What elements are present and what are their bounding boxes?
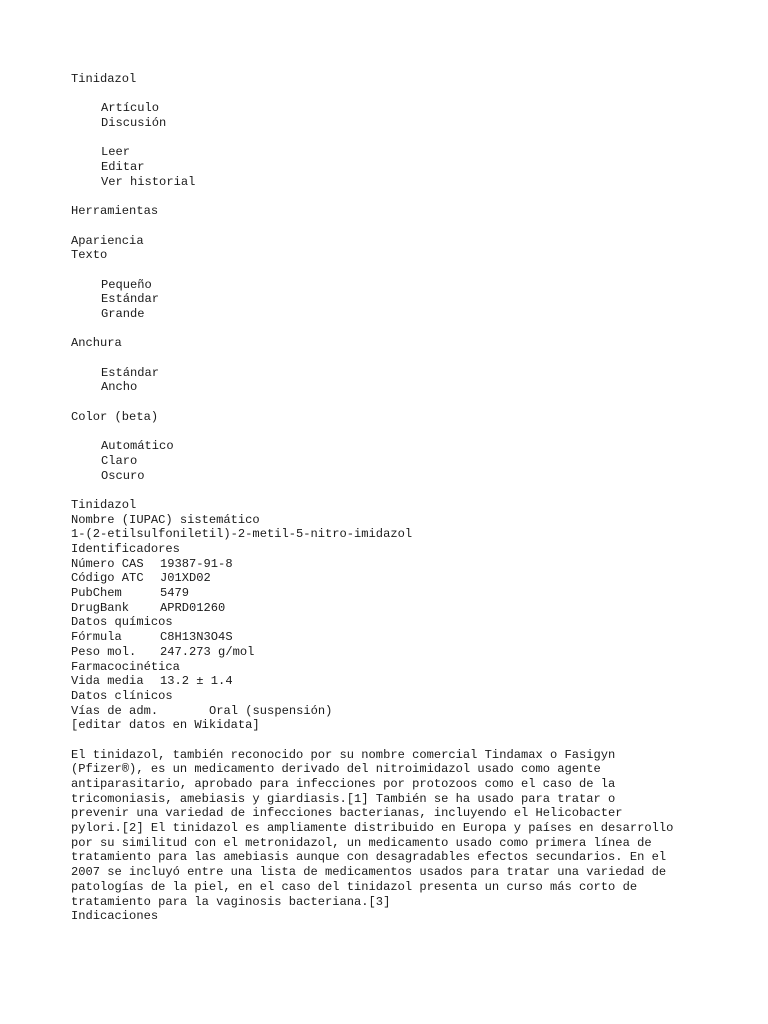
paragraph-line: antiparasitario, aprobado para infecciones por protozoos como el caso de la	[71, 777, 616, 791]
chemical-data-heading: Datos químicos	[71, 615, 173, 630]
pubchem-label: PubChem	[71, 586, 122, 601]
spacer	[71, 733, 711, 748]
paragraph-line: (Pfizer®), es un medicamento derivado del nitroimidazol usado como agente	[71, 762, 601, 777]
molar-mass-label: Peso mol.	[71, 644, 137, 659]
atc-row	[71, 571, 711, 586]
paragraph-line: tratamiento para la vaginosis bacteriana.[3]	[71, 894, 391, 909]
spacer	[71, 87, 711, 102]
article-page	[71, 72, 711, 924]
width-wide-option[interactable]: Ancho	[101, 380, 138, 395]
atc-value[interactable]: J01XD02	[160, 571, 211, 586]
infobox	[71, 498, 711, 733]
paragraph-line: tratamiento para las amebiasis aunque con desagradables efectos secundarios. En el	[71, 850, 667, 865]
formula-row	[71, 630, 711, 645]
iupac-value: 1-(2-etilsulfoniletil)-2-metil-5-nitro-imidazol	[71, 527, 413, 542]
spacer	[71, 395, 711, 410]
half-life-row	[71, 674, 711, 689]
drugbank-value[interactable]: APRD01260	[160, 600, 226, 615]
infobox-title: Tinidazol	[71, 497, 137, 512]
color-heading: Color (beta)	[71, 409, 159, 424]
tab-edit[interactable]: Editar	[101, 160, 145, 175]
molar-mass-value: 247.273 g/mol	[160, 644, 255, 659]
route-value: Oral (suspensión)	[209, 703, 333, 718]
paragraph-line: tricomoniasis, amebiasis y giardiasis.[1] También se ha usado para tratar o	[71, 791, 616, 806]
iupac-label: Nombre (IUPAC) sistemático	[71, 512, 260, 527]
paragraph-line: patologías de la piel, en el caso del tinidazol presenta un curso más corto de	[71, 879, 638, 894]
color-dark-option[interactable]: Oscuro	[101, 468, 145, 483]
spacer	[71, 483, 711, 498]
width-heading: Anchura	[71, 336, 122, 351]
pubchem-row	[71, 586, 711, 601]
tab-discussion[interactable]: Discusión	[101, 116, 167, 131]
spacer	[71, 351, 711, 366]
text-size-large-option[interactable]: Grande	[101, 307, 145, 321]
pubchem-value[interactable]: 5479	[160, 586, 190, 601]
text-size-standard-option[interactable]: Estándar	[101, 292, 160, 307]
intro-paragraph	[71, 748, 711, 910]
text-size-small-option[interactable]: Pequeño	[101, 277, 152, 292]
paragraph-line: por su similitud con el metronidazol, un medicamento usado como primera línea de	[71, 835, 652, 850]
cas-label: Número CAS	[71, 556, 144, 571]
molar-mass-row	[71, 645, 711, 660]
spacer	[71, 263, 711, 278]
half-life-label: Vida media	[71, 674, 144, 689]
atc-label: Código ATC	[71, 571, 144, 586]
spacer	[71, 322, 711, 337]
cas-row	[71, 557, 711, 572]
route-label: Vías de adm.	[71, 703, 159, 718]
paragraph-line: prevenir una variedad de infecciones bacterianas, incluyendo el Helicobacter	[71, 806, 623, 821]
drugbank-row	[71, 601, 711, 616]
cas-value[interactable]: 19387-91-8	[160, 556, 233, 571]
spacer	[71, 190, 711, 205]
section-heading-indications: Indicaciones	[71, 909, 159, 924]
paragraph-line: El tinidazol, también reconocido por su nombre comercial Tindamax o Fasigyn	[71, 747, 616, 762]
appearance-heading: Apariencia	[71, 233, 144, 248]
drugbank-label: DrugBank	[71, 600, 130, 615]
text-size-heading: Texto	[71, 248, 108, 263]
spacer	[71, 131, 711, 146]
half-life-value: 13.2 ± 1.4	[160, 674, 233, 689]
tools-menu[interactable]: Herramientas	[71, 204, 159, 219]
tab-view-history[interactable]: Ver historial	[101, 174, 196, 189]
pharmacokinetics-heading: Farmacocinética	[71, 659, 180, 674]
spacer	[71, 425, 711, 440]
clinical-data-heading: Datos clínicos	[71, 688, 173, 703]
color-automatic-option[interactable]: Automático	[101, 439, 174, 454]
tab-article[interactable]: Artículo	[101, 101, 160, 116]
identifiers-heading: Identificadores	[71, 542, 180, 556]
paragraph-line: pylori.[2] El tinidazol es ampliamente distribuido en Europa y países en desarrollo	[71, 821, 674, 836]
route-row	[71, 704, 711, 719]
width-standard-option[interactable]: Estándar	[101, 365, 160, 380]
formula-value: C8H13N3O4S	[160, 630, 233, 645]
tab-read[interactable]: Leer	[101, 145, 131, 160]
color-light-option[interactable]: Claro	[101, 453, 138, 468]
edit-wikidata-link[interactable]: [editar datos en Wikidata]	[71, 718, 260, 733]
paragraph-line: 2007 se incluyó entre una lista de medicamentos usados para tratar una variedad de	[71, 865, 667, 880]
page-title: Tinidazol	[71, 72, 137, 86]
formula-label: Fórmula	[71, 630, 122, 645]
spacer	[71, 219, 711, 234]
